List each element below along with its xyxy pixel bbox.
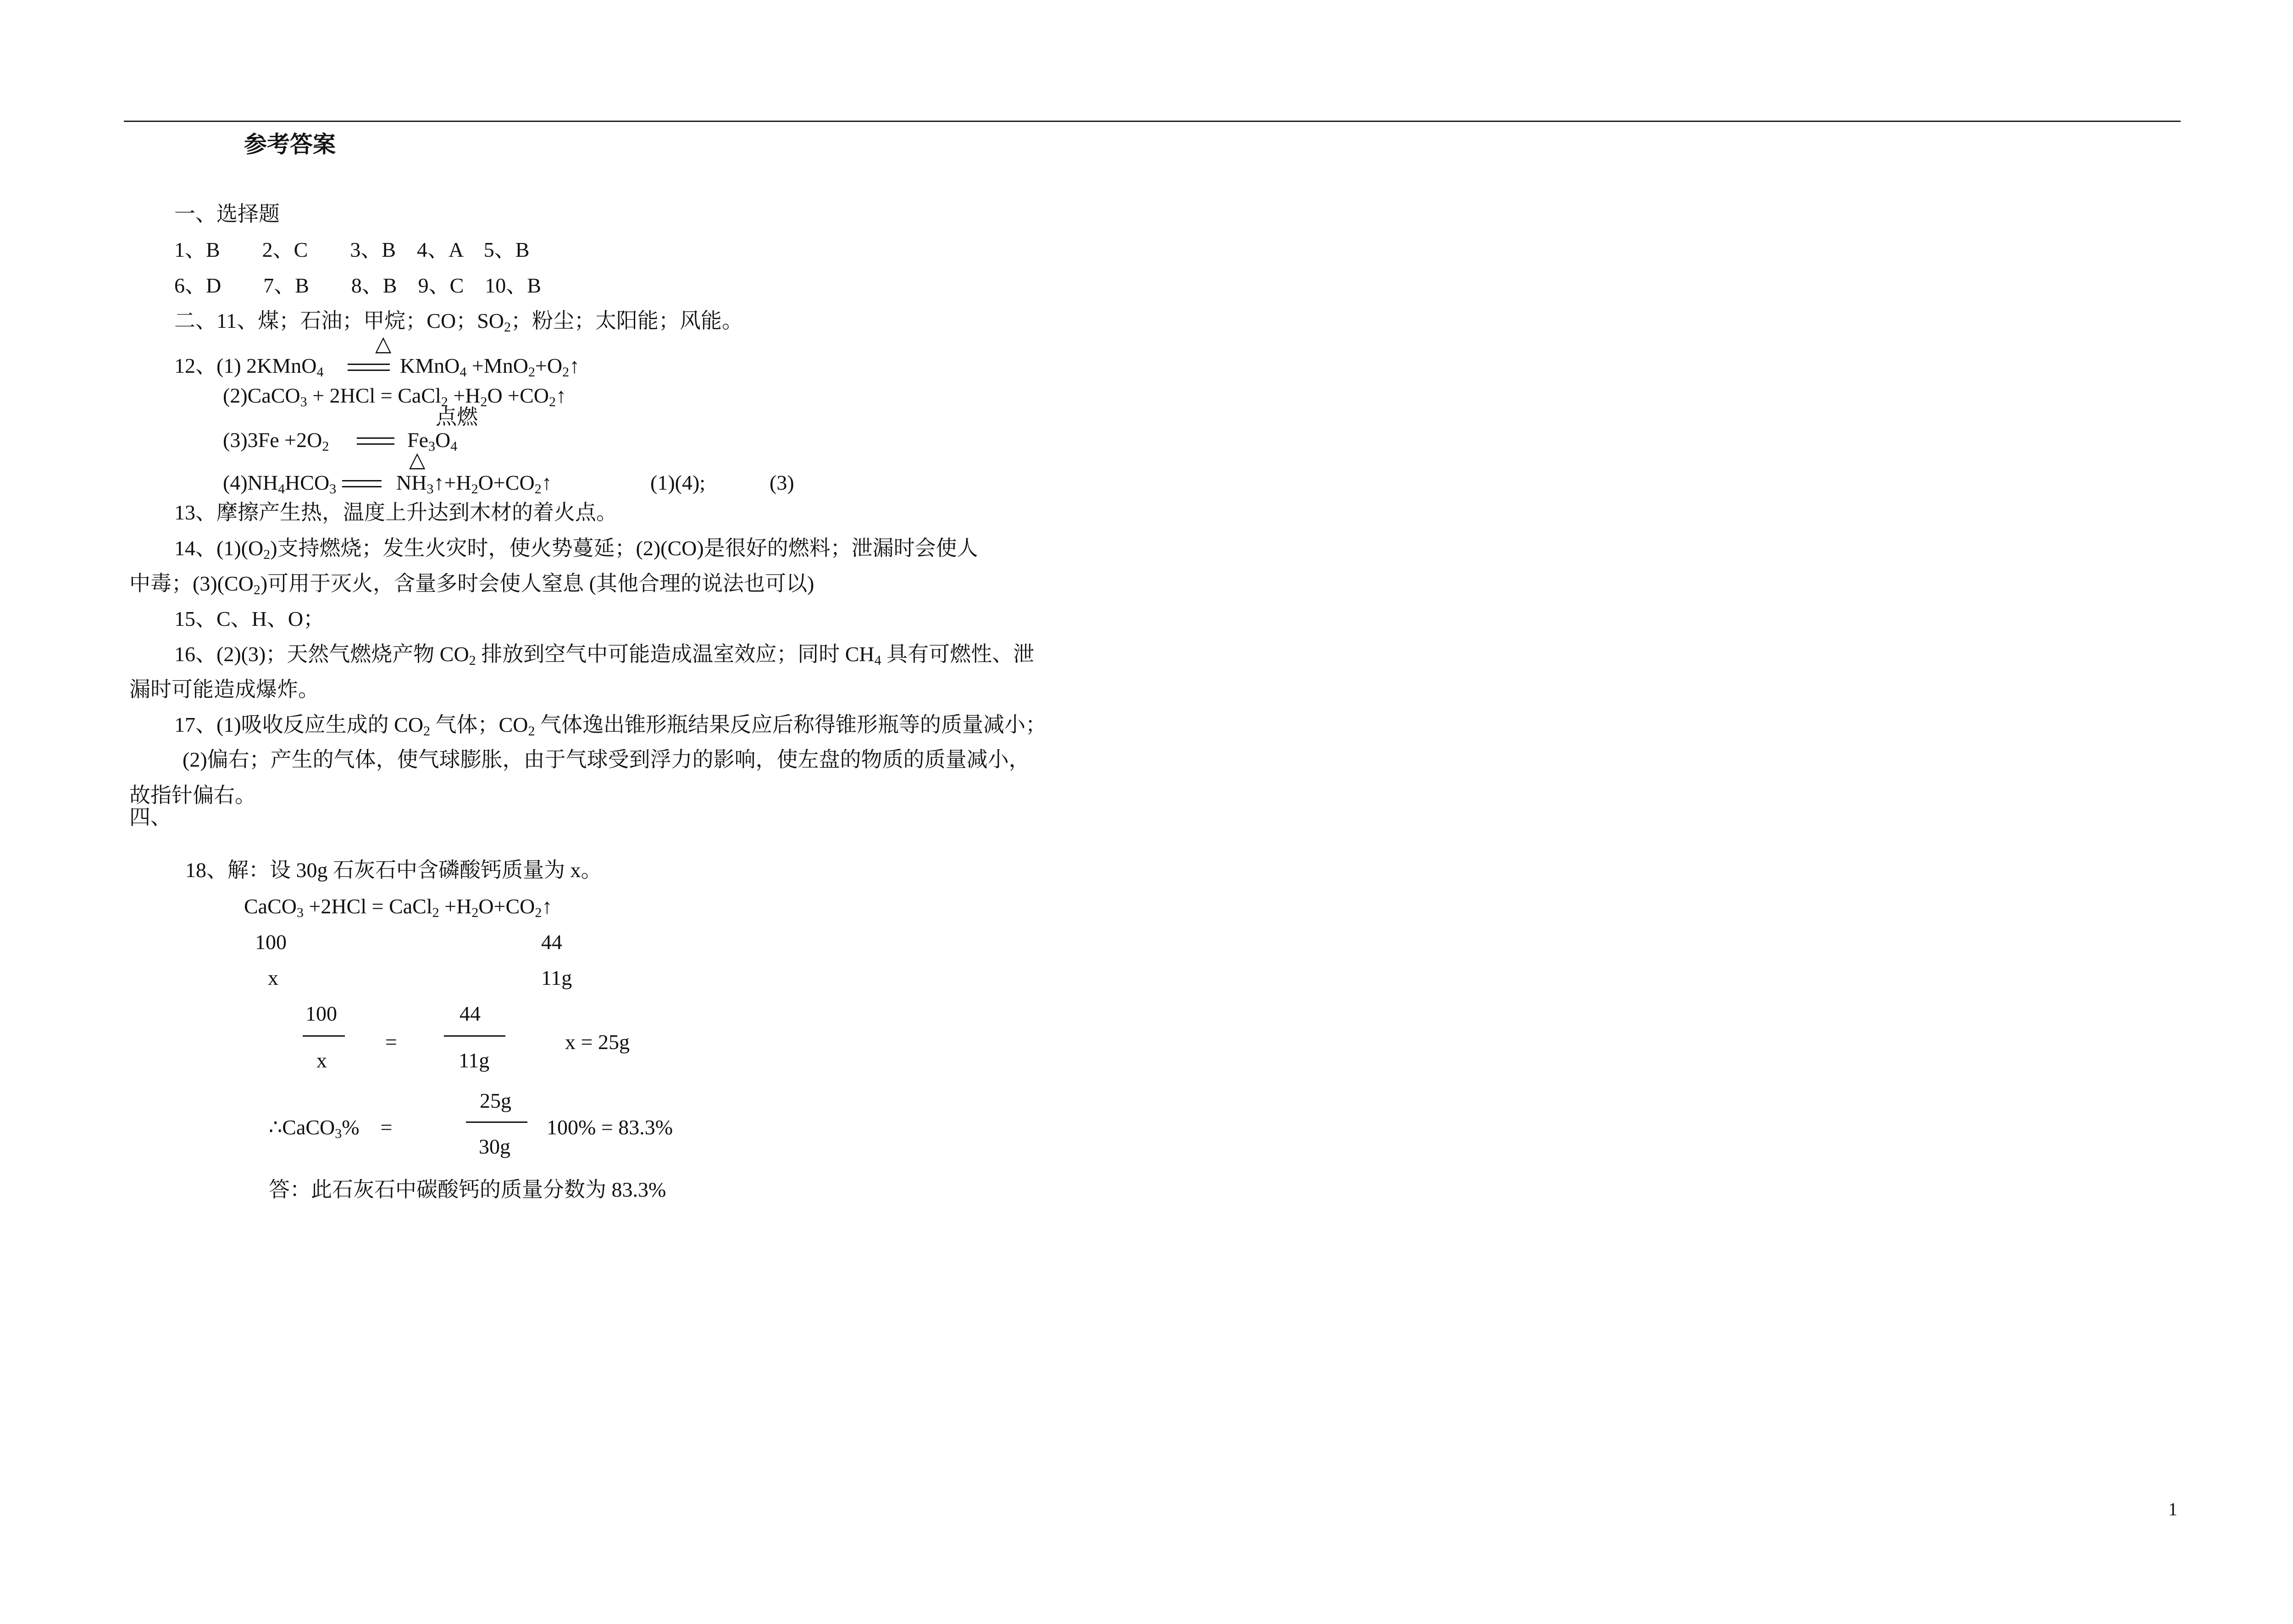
fraction-bar [303, 1035, 345, 1037]
solution-x: x = 25g [565, 1030, 630, 1054]
answer-12-choices: (1)(4); [650, 471, 706, 494]
molar-mass-caco3: 100 [255, 930, 287, 954]
section-four-heading: 四、 [129, 806, 172, 829]
equation-12-4-right: $NH_3↑+H_2O+CO_2↑$ [396, 471, 552, 497]
reaction-equal-sign [348, 364, 390, 371]
answer-12-choice-3: (3) [770, 471, 794, 494]
answer-14-line-1: 14、$(1)(O_2)$支持燃烧；发生火灾时，使火势蔓延；(2)(CO)是很好的燃料；泄漏时会使人 [174, 536, 978, 562]
equation-12-3-left: $(3)3Fe +2O_2$ [223, 428, 329, 454]
answer-18-intro: 18、解：设 30g 石灰石中含磷酸钙质量为 x。 [185, 858, 602, 882]
fraction-3-denominator: 30g [479, 1135, 510, 1158]
final-answer: 答：此石灰石中碳酸钙的质量分数为 83.3% [269, 1178, 666, 1201]
reaction-equal-sign [357, 437, 394, 445]
answer-13: 13、摩擦产生热，温度上升达到木材的着火点。 [174, 501, 617, 524]
fraction-1-numerator: 100 [305, 1002, 337, 1025]
equation-12-1-right: KMnO$_4$ $+MnO_2+O_2↑$ [400, 354, 580, 380]
mc-answers-row-1: 1、B 2、C 3、B 4、A 5、B [174, 238, 530, 261]
percentage-label: ∴CaCO$_3$% = [269, 1116, 393, 1141]
equation-12-4-left: $(4)NH_4HCO_3$ [223, 471, 337, 497]
ignition-condition: 点燃 [436, 405, 478, 429]
equation-12-1-left: 12、(1) 2KMnO$_4$ [174, 354, 324, 380]
answer-17-line-3: 故指针偏右。 [129, 784, 256, 807]
fraction-2-denominator: 11g [459, 1049, 490, 1072]
heat-condition-4: △ [409, 448, 426, 471]
unknown-mass: x [268, 966, 278, 989]
reaction-equal-sign [342, 480, 382, 487]
fraction-bar [466, 1121, 527, 1123]
molar-mass-co2: 44 [541, 930, 562, 954]
co2-mass: 11g [541, 966, 572, 989]
mc-answers-row-2: 6、D 7、B 8、B 9、C 10、B [174, 274, 541, 297]
equation-12-3-right: $Fe_3O_4$ [407, 428, 458, 454]
answer-16-line-2: 漏时可能造成爆炸。 [129, 678, 319, 701]
heat-condition-1: △ [375, 332, 392, 355]
percentage-result: 100% = 83.3% [547, 1116, 673, 1139]
equals-sign: = [385, 1030, 397, 1054]
answer-18-equation: CaCO$_3$ +2HCl = CaCl$_2$ $+H_2O+CO_2↑$ [244, 895, 553, 920]
answer-17-line-1: 17、(1)吸收反应生成的 $CO_2$ 气体；$CO_2$ 气体逸出锥形瓶结果反应后称得锥形瓶等的质量减小； [174, 713, 1047, 739]
page-title: 参考答案 [244, 132, 336, 157]
answer-17-line-2: (2)偏右；产生的气体，使气球膨胀，由于气球受到浮力的影响，使左盘的物质的质量减小， [183, 748, 1030, 771]
answer-16-line-1: 16、(2)(3)；天然气燃烧产物 $CO_2$ 排放到空气中可能造成温室效应；同时 $CH_4$ 具有可燃性、泄 [174, 642, 1035, 668]
fraction-3-numerator: 25g [480, 1089, 511, 1112]
fraction-2-numerator: 44 [460, 1002, 481, 1025]
answer-14-line-2: 中毒；$(3)(CO_2)$可用于灭火，含量多时会使人窒息 (其他合理的说法也可以) [129, 572, 814, 597]
page-number: 1 [2168, 1499, 2177, 1519]
answer-15: 15、C、H、O； [174, 607, 325, 630]
fraction-bar [444, 1035, 505, 1037]
answer-11: 二、11、煤；石油；甲烷；CO；$SO_2$；粉尘；太阳能；风能。 [174, 309, 743, 335]
equation-12-2: (2)CaCO$_3$ + 2HCl = CaCl$_2$ $+H_2O$ $+CO_2↑$ [223, 384, 567, 409]
fraction-1-denominator: x [316, 1049, 327, 1072]
header-rule [124, 121, 2181, 122]
section-choice-heading: 一、选择题 [174, 202, 280, 226]
